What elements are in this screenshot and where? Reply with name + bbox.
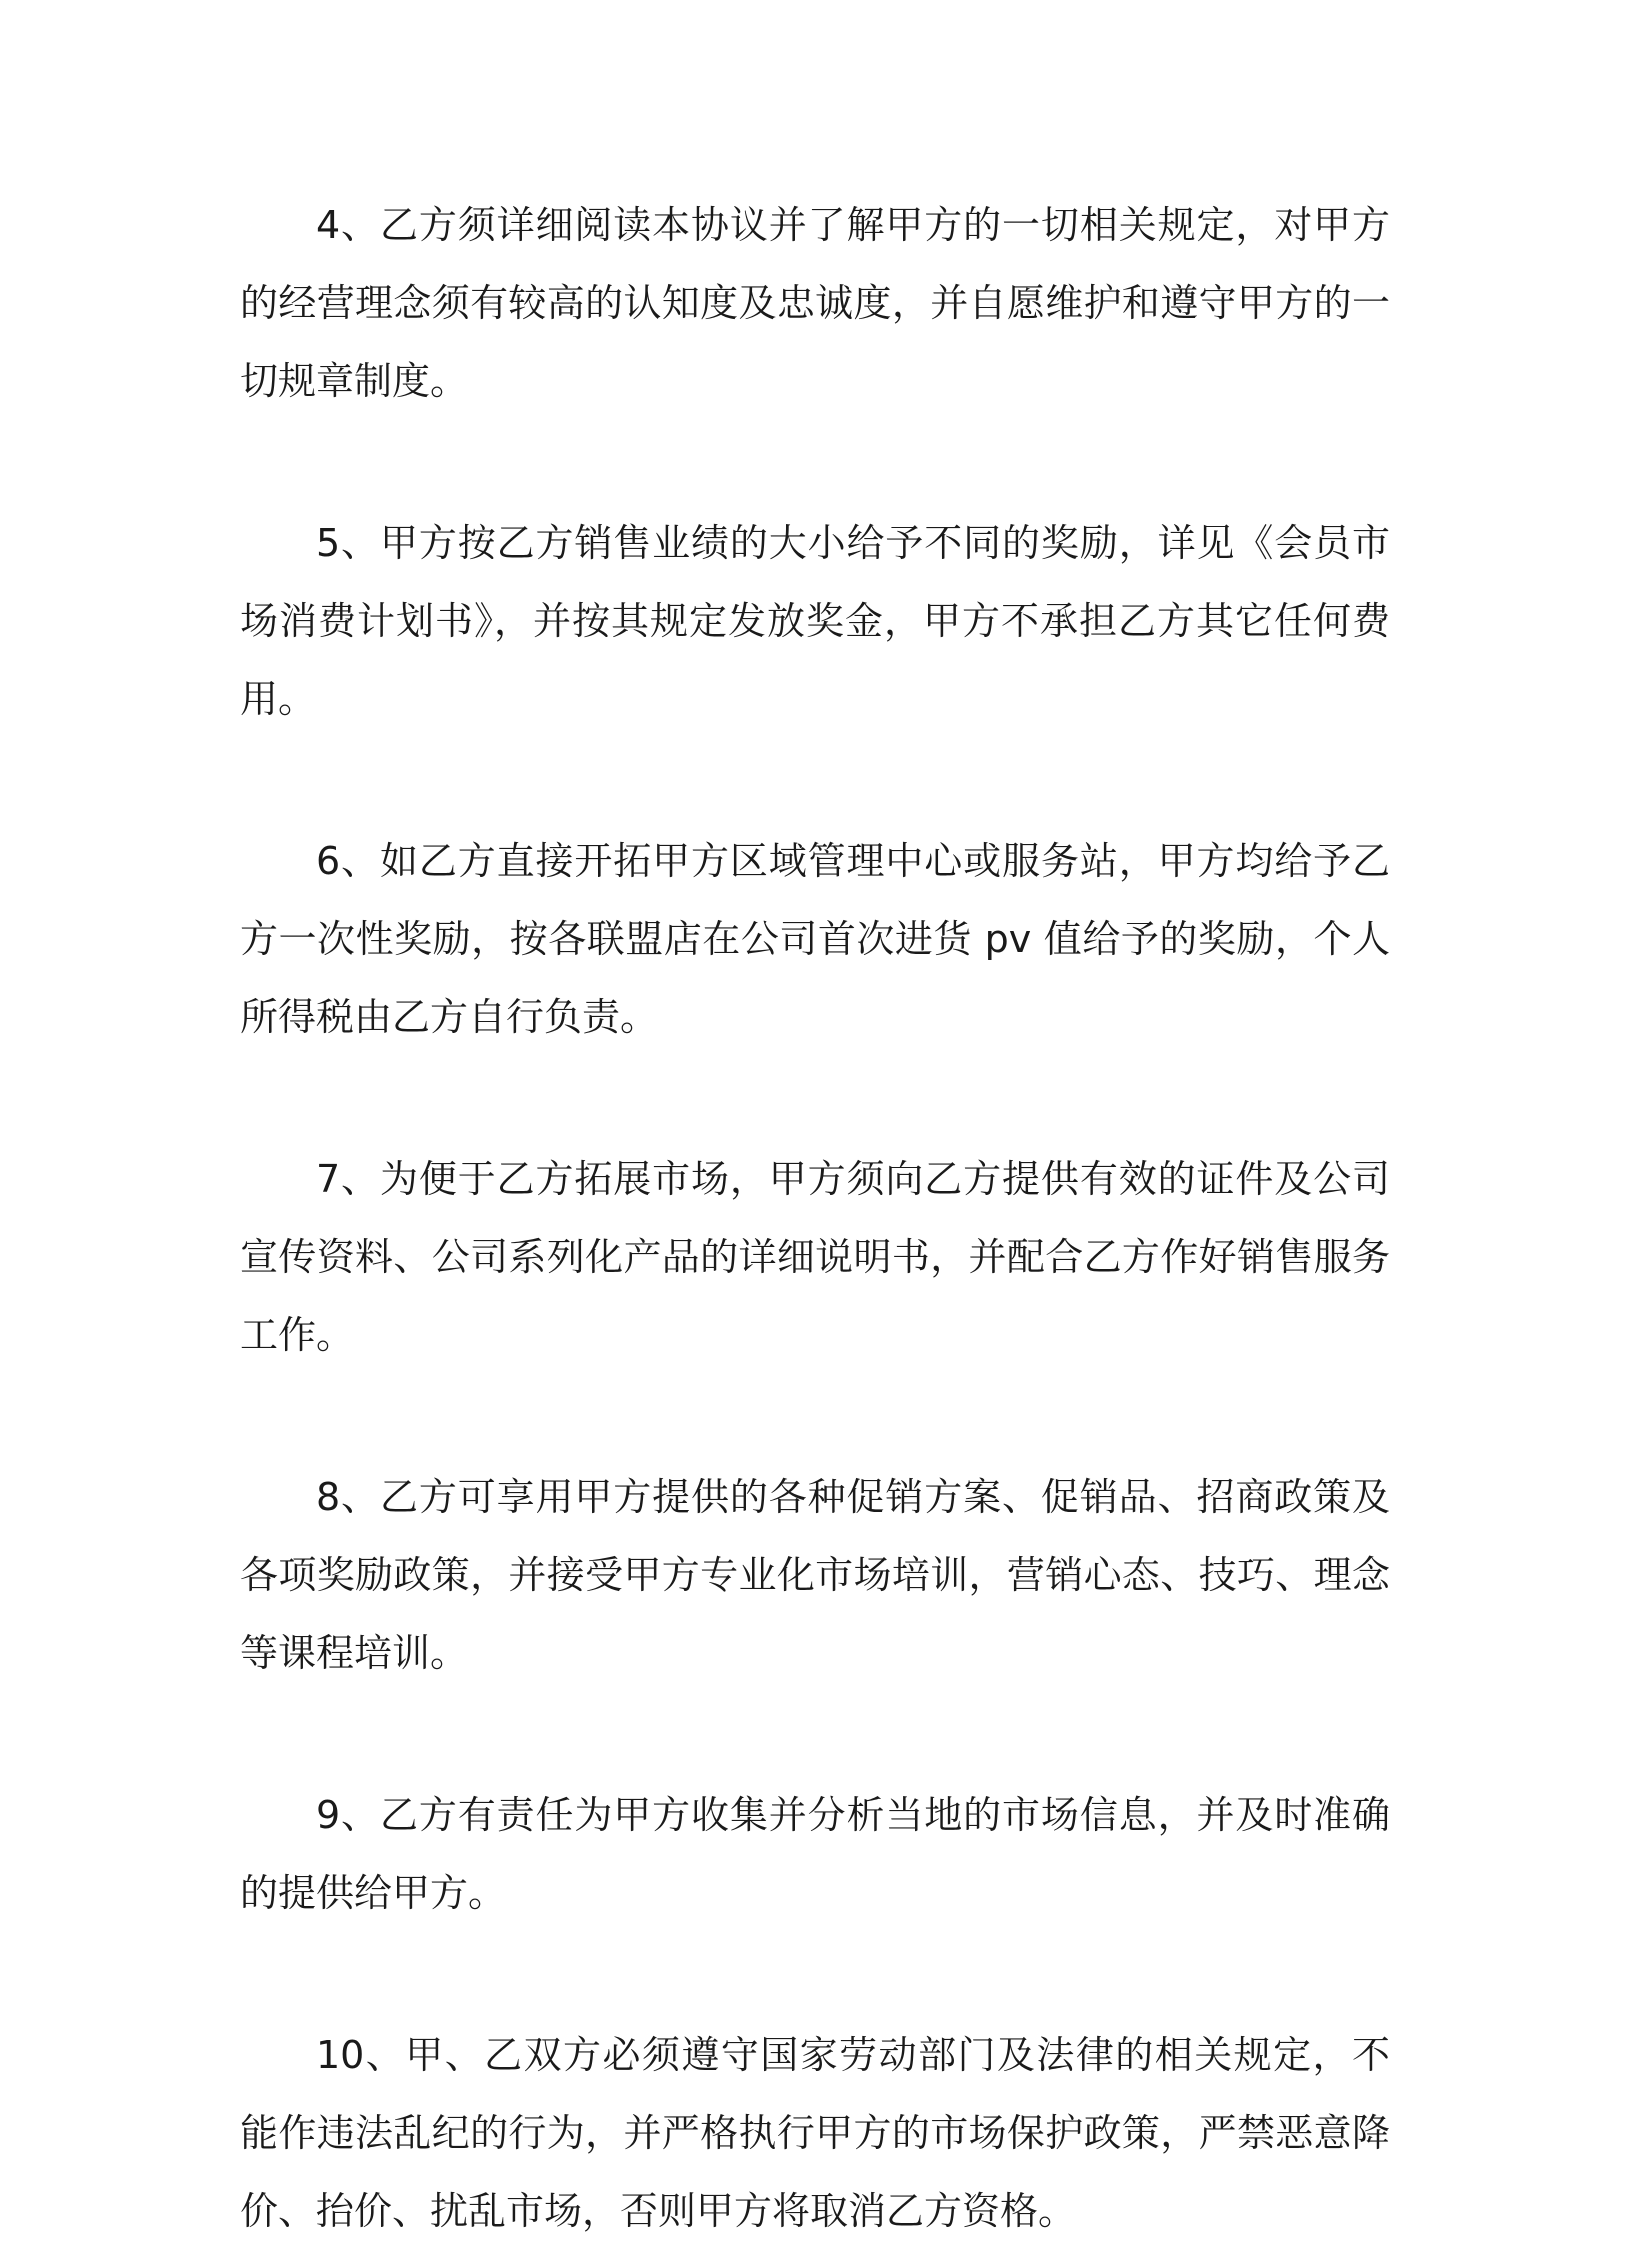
agreement-body — [240, 186, 1390, 2250]
clause-7: 7、为便于乙方拓展市场，甲方须向乙方提供有效的证件及公司宣传资料、公司系列化产品的详细说明书，并配合乙方作好销售服务工作。 — [240, 1157, 1390, 1357]
clause-10: 10、甲、乙双方必须遵守国家劳动部门及法律的相关规定，不能作违法乱纪的行为，并严格执行甲方的市场保护政策，严禁恶意降价、抬价、扰乱市场，否则甲方将取消乙方资格。 — [240, 2033, 1390, 2233]
clause-8: 8、乙方可享用甲方提供的各种促销方案、促销品、招商政策及各项奖励政策，并接受甲方专业化市场培训，营销心态、技巧、理念等课程培训。 — [240, 1475, 1390, 1675]
clause-6: 6、如乙方直接开拓甲方区域管理中心或服务站，甲方均给予乙方一次性奖励，按各联盟店在公司首次进货 pv 值给予的奖励，个人所得税由乙方自行负责。 — [240, 839, 1390, 1039]
clause-4: 4、乙方须详细阅读本协议并了解甲方的一切相关规定，对甲方的经营理念须有较高的认知度及忠诚度，并自愿维护和遵守甲方的一切规章制度。 — [240, 203, 1390, 403]
clause-5: 5、甲方按乙方销售业绩的大小给予不同的奖励，详见《会员市场消费计划书》，并按其规定发放奖金，甲方不承担乙方其它任何费用。 — [240, 521, 1390, 721]
clause-9: 9、乙方有责任为甲方收集并分析当地的市场信息，并及时准确的提供给甲方。 — [240, 1793, 1390, 1915]
